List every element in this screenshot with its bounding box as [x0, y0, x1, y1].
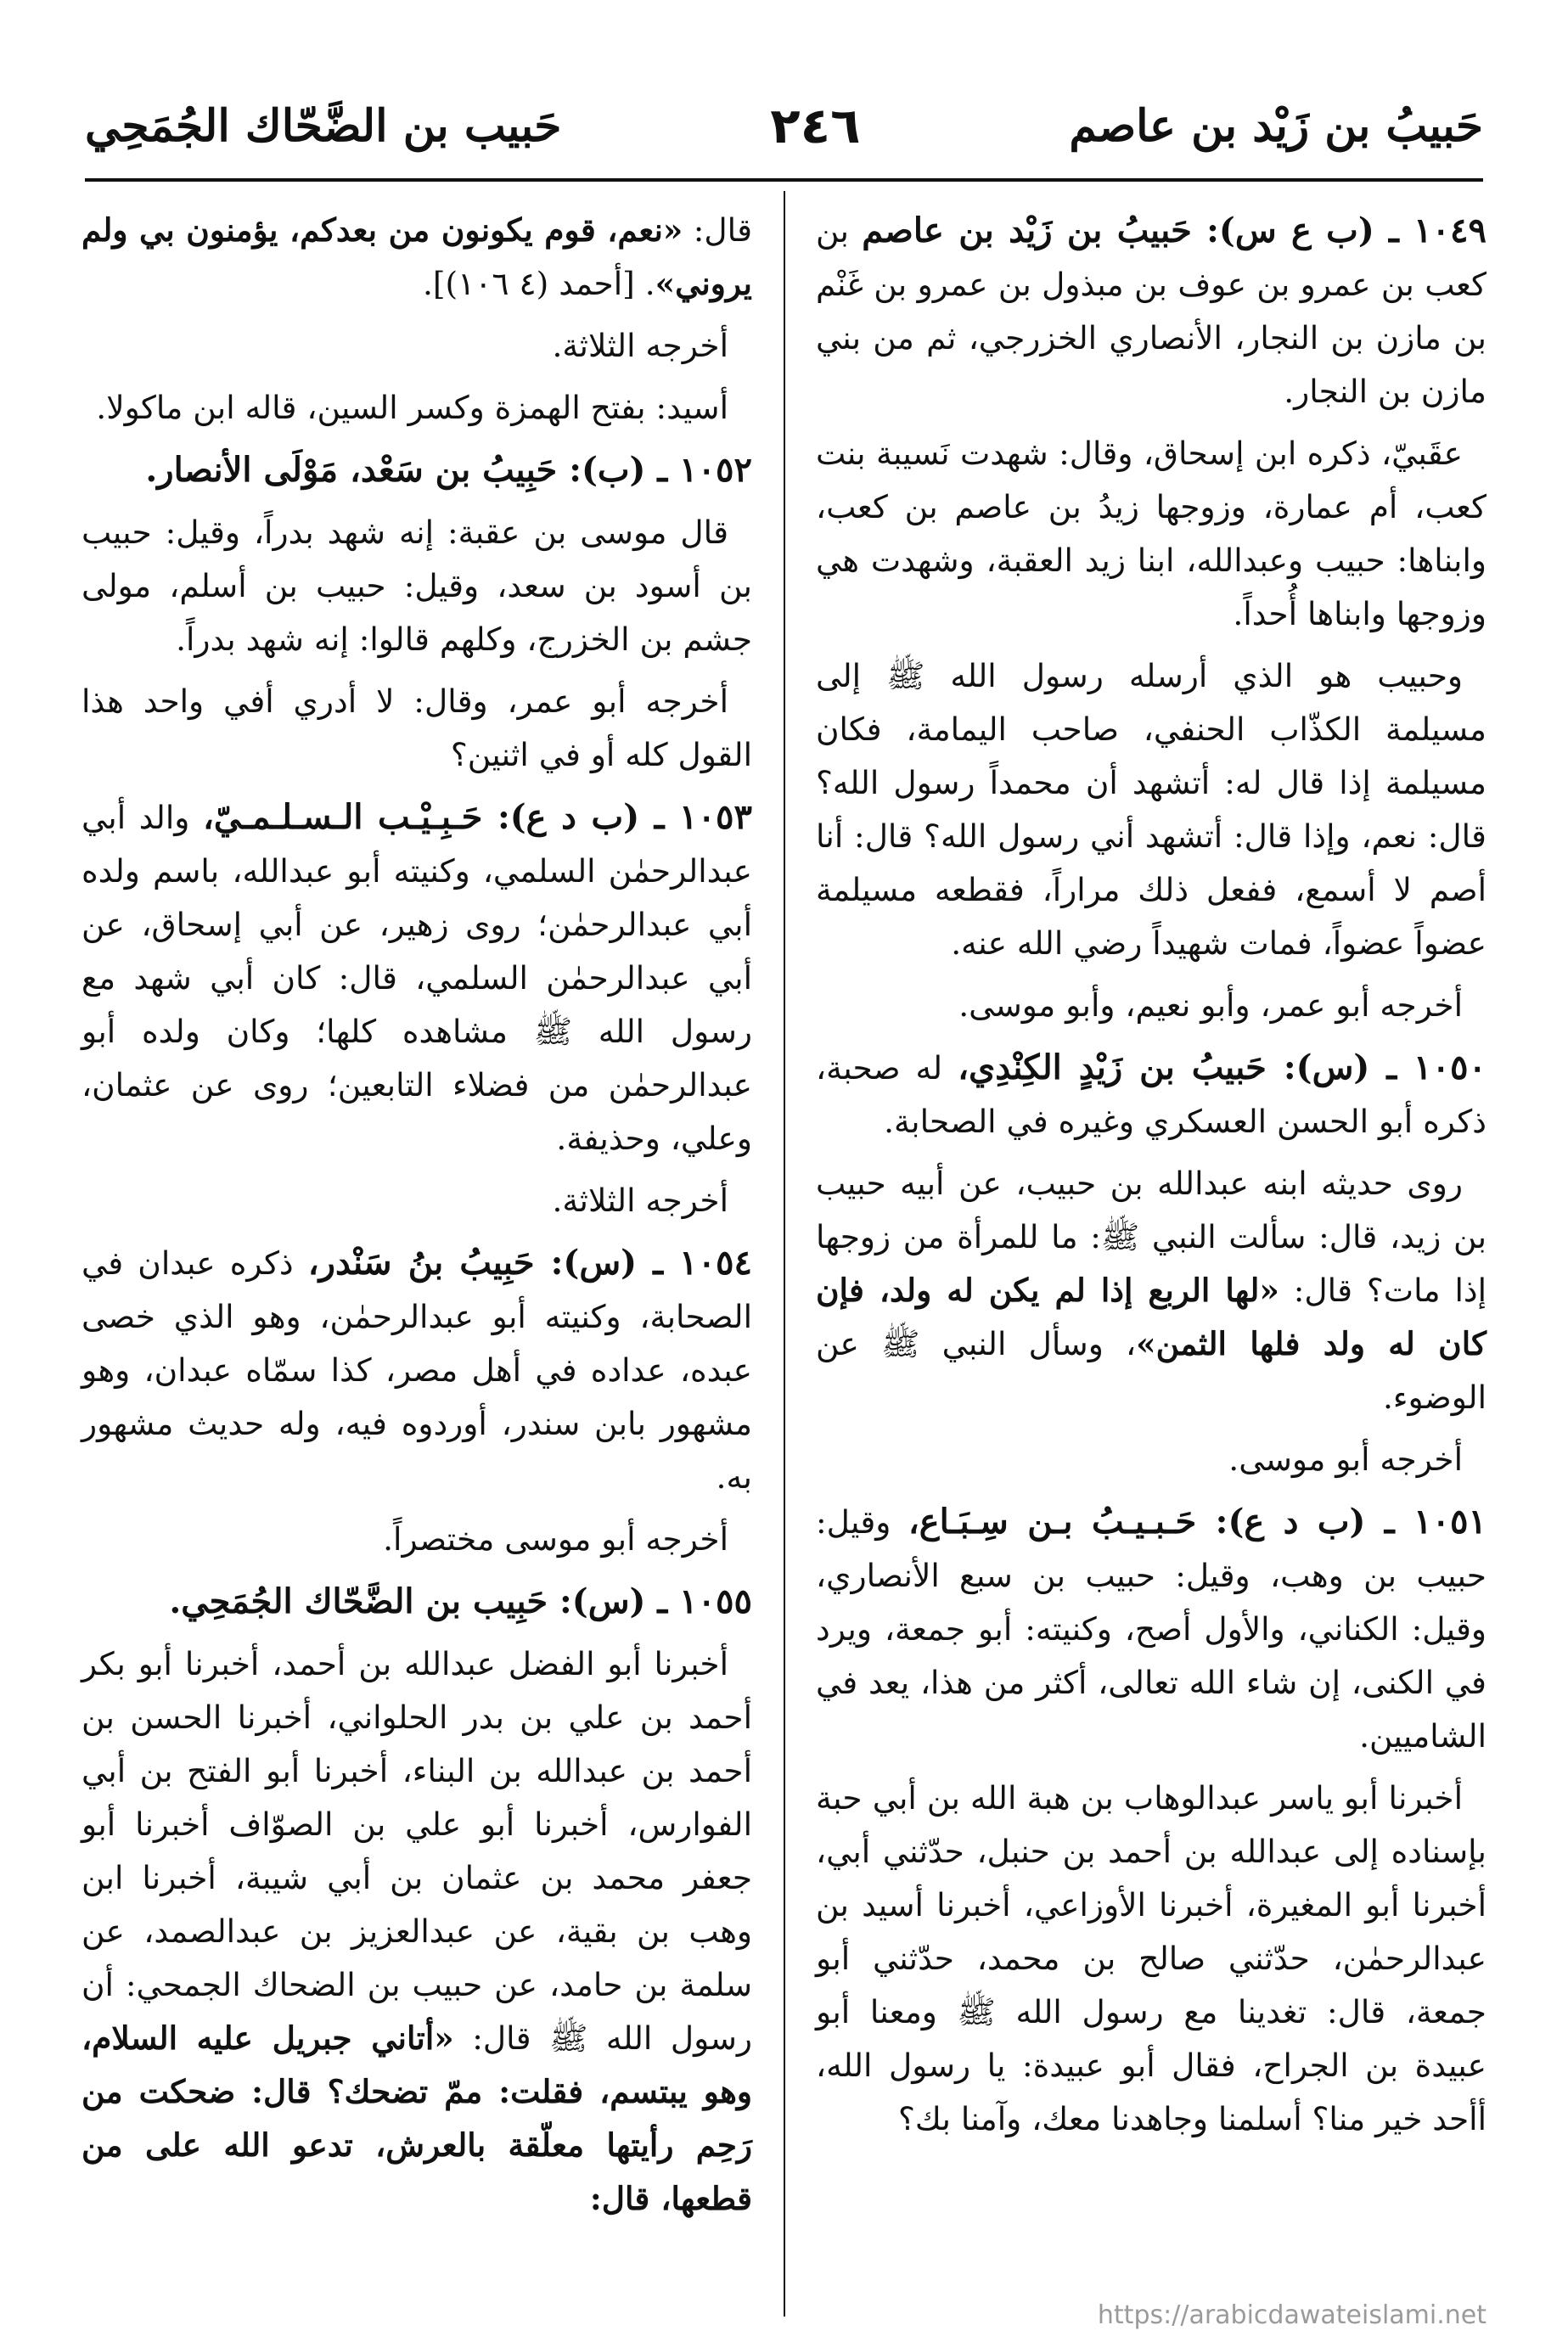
entry-1053-source: أخرجه الثلاثة.	[552, 1182, 728, 1219]
entry-1055-isnad	[81, 1637, 752, 2226]
entry-1049-heading: ١٠٤٩ ـ (ب ع س): حَبيبُ بن زَيْد بن عاصم	[862, 211, 1487, 250]
entry-1051-intro	[816, 1495, 1487, 1763]
continuation-reference: . [أحمد (٤ ١٠٦)].	[422, 265, 655, 302]
entry-1050-hadith-lead: روى حديثه ابنه عبدالله بن حبيب، عن أبيه حبيب بن زيد، قال: سألت النبي ﷺ: ما للمرأة من زوجها إذا مات؟ قال:	[816, 1165, 1487, 1309]
entry-1049-paragraph: وحبيب هو الذي أرسله رسول الله ﷺ إلى مسيلمة الكذّاب الحنفي، صاحب اليمامة، فكان مسيلمة إذا قال له: أتشهد أن محمداً رسول الله؟ قال: نعم، وإذا قال: أتشهد أني رسول الله؟ قال: أنا أصم لا أسمع، ففعل ذلك مراراً، فقطعه مسيلمة عضواً عضواً، فمات شهيداً رضي الله عنه.	[816, 657, 1487, 962]
header-rule	[85, 178, 1483, 182]
entry-1055-isnad-text: أخبرنا أبو الفضل عبدالله بن أحمد، أخبرنا أبو بكر أحمد بن علي بن بدر الحلواني، أخبرنا الحسن بن أحمد بن عبدالله بن البناء، أخبرنا أبو الفتح بن أبي الفوارس، أخبرنا أبو علي بن الصوّاف أخبرنا أبو جعفر محمد بن عثمان بن أبي شيبة، أخبرنا ابن وهب بن بقية، عن عبدالعزيز بن عبدالصمد، عن سلمة بن حامد، عن حبيب بن الضحاك الجمحي: أن رسول الله ﷺ قال:	[81, 1645, 752, 2057]
page-number: ٢٤٦	[770, 97, 861, 154]
entry-1050-heading: ١٠٥٠ ـ (س): حَبيبُ بن زَيْدٍ الكِنْدِي،	[958, 1047, 1487, 1087]
entry-1051-heading: ١٠٥١ ـ (ب د ع): حَـبـيـبُ بـن سِـبَـاع،	[908, 1502, 1487, 1542]
entry-1055-heading	[81, 1575, 752, 1629]
continuation-lead: قال:	[683, 211, 752, 249]
entry-1050-intro	[816, 1041, 1487, 1149]
entry-1051-note: أسيد: بفتح الهمزة وكسر السين، قاله ابن ماكولا.	[96, 389, 728, 426]
entry-1054-heading: ١٠٥٤ ـ (س): حَبِيبُ بنُ سَنْدر،	[307, 1243, 753, 1283]
entry-1055-title: ١٠٥٥ ـ (س): حَبِيب بن الضَّحّاك الجُمَحِي.	[169, 1581, 752, 1621]
entry-1052-heading	[81, 443, 752, 497]
entry-1049-paragraph: عقَبيّ، ذكره ابن إسحاق، وقال: شهدت نَسيبة بنت كعب، أم عمارة، وزوجها زيدُ بن عاصم بن كعب، وابناها: حبيب وعبدالله، ابنا زيد العقبة، وشهدت هي وزوجها وابناها أُحداً.	[816, 435, 1487, 632]
entry-1050-hadith-quote: «لها الربع إذا لم يكن له ولد، فإن كان له ولد فلها الثمن»	[816, 1272, 1487, 1362]
entry-1051-text: وقيل: حبيب بن وهب، وقيل: حبيب بن سبع الأنصاري، وقيل: الكناني، والأول أصح، وكنيته: أبو جمعة، ويرد في الكنى، إن شاء الله تعالى، أكثر من هذا، يعد في الشاميين.	[816, 1503, 1487, 1755]
entry-1052-title: ١٠٥٢ ـ (ب): حَبِيبُ بن سَعْد، مَوْلَى الأنصار.	[145, 450, 752, 490]
entry-1049-source: أخرجه أبو عمر، وأبو نعيم، وأبو موسى.	[958, 986, 1463, 1024]
entry-1050-hadith-tail: ، وسأل النبي ﷺ عن الوضوء.	[816, 1325, 1487, 1416]
entry-1050-source: أخرجه أبو موسى.	[1228, 1441, 1463, 1478]
entry-1054-source: أخرجه أبو موسى مختصراً.	[383, 1520, 728, 1558]
entry-1054-intro	[81, 1236, 752, 1504]
column-divider	[784, 191, 785, 2317]
entry-1053-text: والد أبي عبدالرحمٰن السلمي، وكنيته أبو عبدالله، باسم ولده أبي عبدالرحمٰن؛ روى زهير، عن أبي إسحاق، عن أبي عبدالرحمٰن السلمي، قال: كان أبي شهد مع رسول الله ﷺ مشاهده كلها؛ وكان ولده أبو عبدالرحمٰن من فضلاء التابعين؛ روى عن عثمان، وعلي، وحذيفة.	[81, 799, 753, 1157]
entry-1051-source: أخرجه الثلاثة.	[552, 327, 728, 364]
entry-1052-paragraph: قال موسى بن عقبة: إنه شهد بدراً، وقيل: حبيب بن أسود بن سعد، وقيل: حبيب بن أسلم، مولى جشم بن الخزرج، وكلهم قالوا: إنه شهد بدراً.	[81, 514, 752, 658]
entry-1054-text: ذكره عبدان في الصحابة، وكنيته أبو عبدالرحمٰن، وهو الذي خصى عبده، عداده في أهل مصر، كذا سمّاه عبدان، وهو مشهور بابن سندر، أوردوه فيه، وله حديث مشهور به.	[81, 1244, 752, 1496]
header-title-left: حَبيب بن الضَّحّاك الجُمَحِي	[85, 99, 562, 152]
entry-1053-intro	[81, 790, 752, 1165]
header-title-right: حَبيبُ بن زَيْد بن عاصم	[1069, 99, 1483, 152]
entry-1055-hadith-quote: «أتاني جبريل عليه السلام، وهو يبتسم، فقلت: ممّ تضحك؟ قال: ضحكت من رَحِم رأيتها معلّقة بالعرش، تدعو الله على من قطعها، قال:	[81, 2019, 752, 2217]
entry-1049-intro	[816, 204, 1487, 418]
watermark-url: https://arabicdawateislami.net	[1097, 2300, 1487, 2330]
entry-1051-isnad: أخبرنا أبو ياسر عبدالوهاب بن هبة الله بن أبي حبة بإسناده إلى عبدالله بن أحمد بن حنبل، حدّثني أبي، أخبرنا أبو المغيرة، أخبرنا الأوزاعي، أخبرنا أسيد بن عبدالرحمٰن، حدّثني صالح بن محمد، حدّثني أبو جمعة، قال: تغدينا مع رسول الله ﷺ ومعنا أبو عبيدة بن الجراح، فقال أبو عبيدة: يا رسول الله، أأحد خير منا؟ أسلمنا وجاهدنا معك، وآمنا بك؟	[816, 1779, 1487, 2137]
entry-1050-hadith	[816, 1157, 1487, 1424]
left-column	[81, 204, 752, 2325]
continuation-quote: «نعم، قوم يكونون من بعدكم، يؤمنون بي ولم يروني»	[81, 211, 752, 302]
entry-1049-lineage: بن كعب بن عمرو بن عوف بن مبذول بن عمرو بن غَنْم بن مازن بن النجار، الأنصاري الخزرجي، ثم من بني مازن بن النجار.	[816, 212, 1487, 410]
entry-1051-continuation	[81, 204, 752, 311]
entry-1052-source: أخرجه أبو عمر، وقال: لا أدري أفي واحد هذا القول كله أو في اثنين؟	[81, 682, 752, 773]
right-column	[816, 204, 1487, 2325]
page-header	[85, 92, 1483, 160]
entry-1053-heading: ١٠٥٣ ـ (ب د ع): حَـبِـيْـب الـسـلـمـيّ،	[202, 797, 752, 837]
entry-1050-text: له صحبة، ذكره أبو الحسن العسكري وغيره في الصحابة.	[816, 1049, 1487, 1140]
